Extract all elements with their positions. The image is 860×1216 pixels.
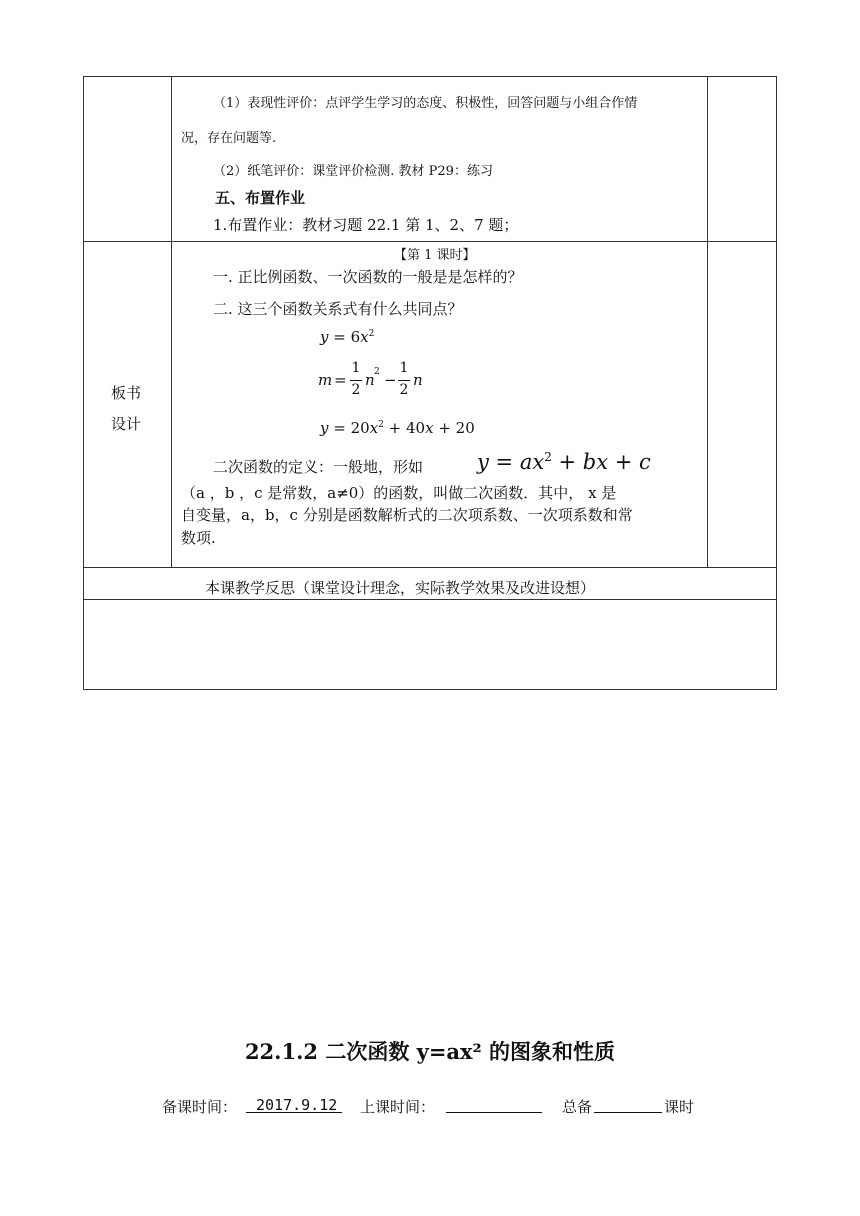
definition-line-2: （a ，b ，c 是常数，a≠0）的函数，叫做二次函数．其中， x 是 <box>181 484 617 502</box>
section-5-heading: 五、布置作业 <box>215 189 306 207</box>
definition-formula: $y = ax^2$ + bx + c <box>477 450 651 474</box>
formula-y-20x2-40x-20: $y = 20x^2 + 40x + 20$ <box>320 419 475 437</box>
definition-line-3: 自变量，a，b，c 分别是函数解析式的二次项系数、一次项系数和常 <box>181 506 633 524</box>
prep-time-label: 备课时间： <box>162 1098 238 1116</box>
total-periods-field[interactable] <box>594 1094 662 1113</box>
total-prep-label: 总备 <box>562 1098 593 1116</box>
evaluation-item-1-line-1: （1）表现性评价：点评学生学习的态度、积极性，回答问题与小组合作情 <box>213 96 638 111</box>
class-time-field[interactable] <box>446 1094 542 1113</box>
homework-assignment: 1.布置作业：教材习题 22.1 第 1、2、7 题； <box>213 216 519 234</box>
board-label-line-1: 板书 <box>111 384 142 402</box>
evaluation-item-1-line-2: 况，存在问题等. <box>181 131 277 146</box>
board-question-1: 一. 正比例函数、一次函数的一般是是怎样的？ <box>213 268 523 286</box>
section-title: 22.1.2 二次函数 y=ax² 的图象和性质 <box>244 1039 616 1064</box>
reflection-heading: 本课教学反思（课堂设计理念，实际教学效果及改进设想） <box>205 579 596 597</box>
row-divider-3 <box>83 599 777 600</box>
row-divider-2 <box>83 567 777 568</box>
row-divider-1 <box>83 241 777 242</box>
evaluation-item-2: （2）纸笔评价：课堂评价检测. 教材 P29：练习 <box>213 164 493 179</box>
board-question-2: 二. 这三个函数关系式有什么共同点？ <box>213 300 463 318</box>
class-time-label: 上课时间： <box>360 1098 436 1116</box>
board-label-line-2: 设计 <box>111 415 142 433</box>
column-divider-right <box>707 76 708 567</box>
column-divider-left <box>171 76 172 567</box>
prep-time-value: 2017.9.12 <box>256 1096 338 1114</box>
periods-label: 课时 <box>664 1098 695 1116</box>
formula-m-fractions: m = 1 2 n 2 − 1 2 n <box>318 360 423 398</box>
definition-line-1: 二次函数的定义：一般地，形如 <box>213 458 424 476</box>
lesson-period-tag: 【第 1 课时】 <box>394 248 476 263</box>
formula-y-6x2: $y = 6x^2$ <box>320 328 375 346</box>
definition-line-4: 数项. <box>181 529 216 547</box>
